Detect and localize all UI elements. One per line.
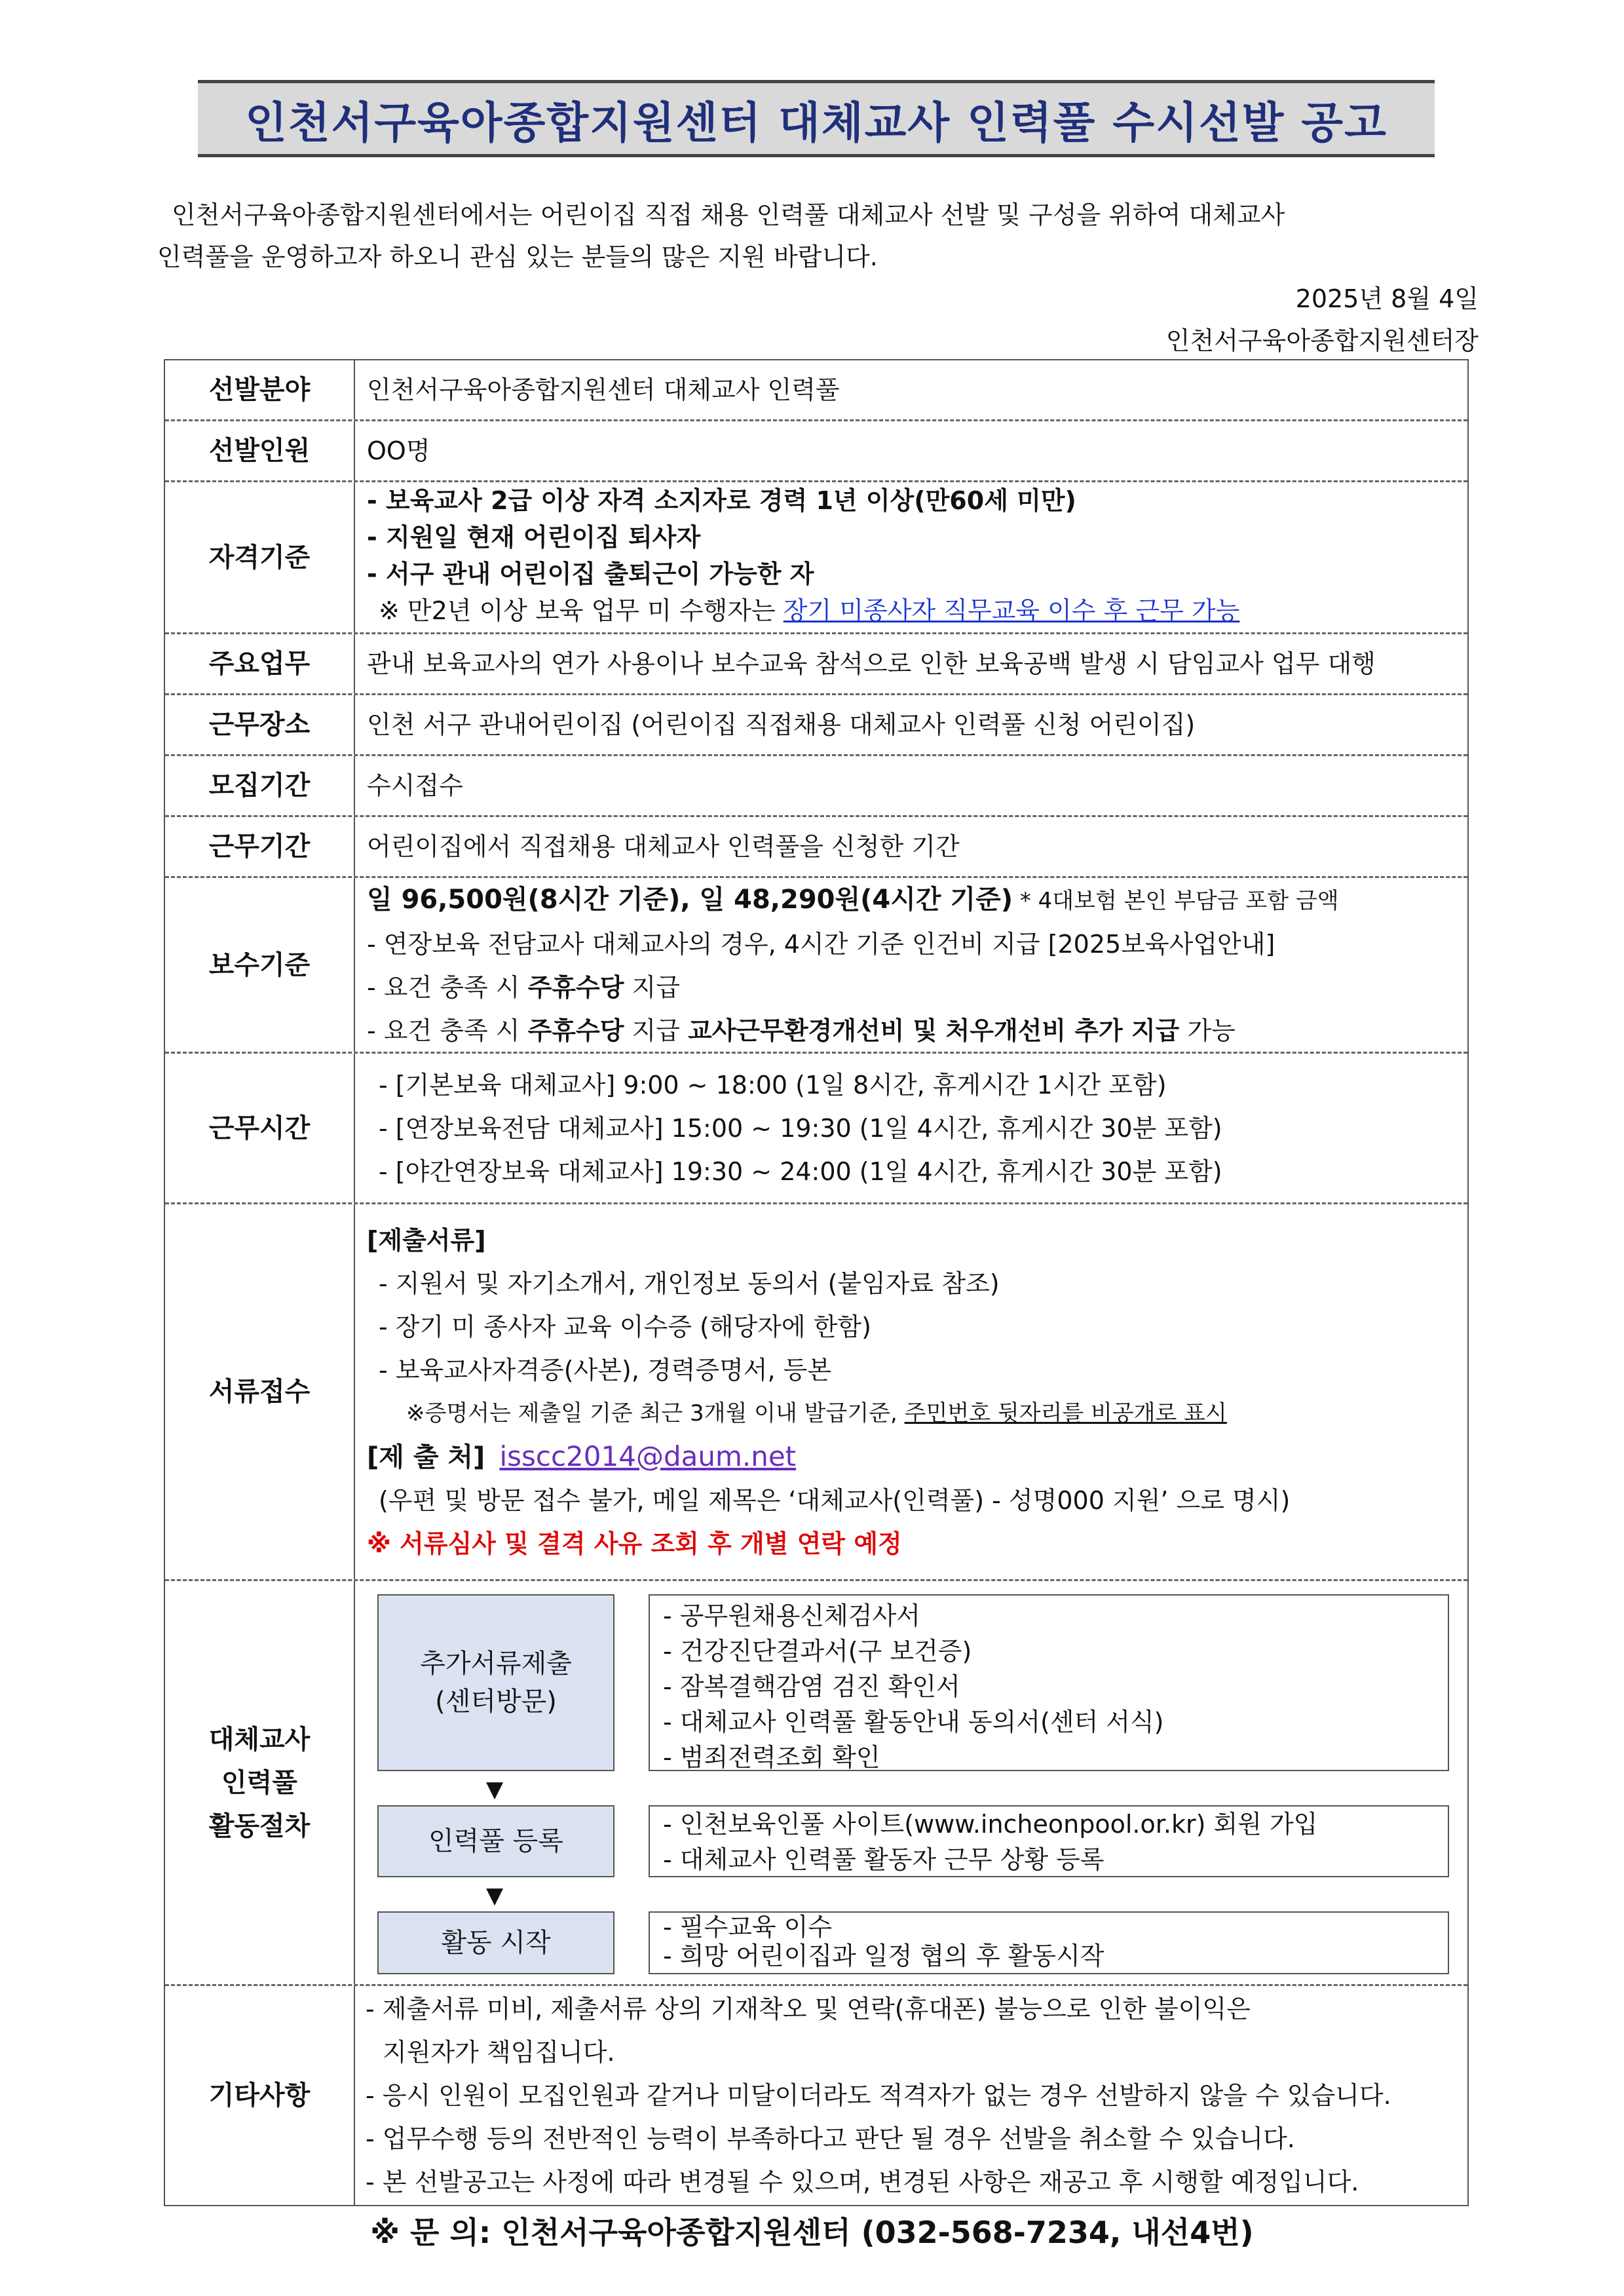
value-work-period: 어린이집에서 직접채용 대체교사 인력풀을 신청한 기간 [367, 832, 960, 861]
procedure-flow [355, 1581, 1467, 1984]
pay-line-3 [367, 966, 1456, 1009]
step-details-additional-docs [649, 1594, 1449, 1771]
label-recruit-period: 모집기간 [165, 756, 355, 815]
step-box-start [377, 1911, 614, 1974]
etc-item: - 제출서류 미비, 제출서류 상의 기재착오 및 연락(휴대폰) 불능으로 인한 불이익은 [366, 1995, 1251, 2023]
label-place: 근무장소 [165, 695, 355, 754]
label-documents: 서류접수 [165, 1204, 355, 1579]
step-detail: - 필수교육 이수 [663, 1913, 833, 1942]
step-detail: - 공무원채용신체검사서 [663, 1601, 920, 1630]
qualification-note [367, 592, 1456, 629]
value-field: 인천서구육아종합지원센터 대체교사 인력풀 [367, 375, 840, 404]
hours-item: - [기본보육 대체교사] 9:00 ~ 18:00 (1일 8시간, 휴게시간 1시간 포함) [379, 1070, 1167, 1100]
issuer: 인천서구육아종합지원센터장 [1165, 326, 1479, 355]
pay-line-4 [367, 1009, 1456, 1052]
row-work-period [165, 817, 1467, 878]
label-qualification: 자격기준 [165, 482, 355, 632]
intro-line-1: 인천서구육아종합지원센터에서는 어린이집 직접 채용 인력풀 대체교사 선발 및 구성을 위하여 대체교사 [172, 201, 1285, 229]
submit-label: [제 출 처] [367, 1442, 485, 1472]
label-etc: 기타사항 [165, 1986, 355, 2205]
documents-heading: [제출서류] [367, 1225, 486, 1255]
documents-item: - 장기 미 종사자 교육 이수증 (해당자에 한함) [379, 1312, 871, 1341]
documents-warning: ※ 서류심사 및 결격 사유 조회 후 개별 연락 예정 [367, 1529, 902, 1558]
qualification-item: - 지원일 현재 어린이집 퇴사자 [367, 523, 701, 552]
row-documents [165, 1204, 1467, 1581]
row-place [165, 695, 1467, 756]
step-detail: - 범죄전력조회 확인 [663, 1743, 880, 1772]
label-duty: 주요업무 [165, 634, 355, 693]
pay-line-2: - 연장보육 전담교사 대체교사의 경우, 4시간 기준 인건비 지급 [2025보육사업안내] [367, 929, 1275, 959]
documents-item: - 보육교사자격증(사본), 경력증명서, 등본 [379, 1355, 832, 1385]
label-procedure-line: 대체교사 [208, 1724, 311, 1755]
pay-line-4-a: - 요건 충족 시 [367, 1016, 528, 1045]
pay-line-4-b: 주휴수당 [527, 1016, 624, 1045]
qualification-note-highlight: 장기 미종사자 직무교육 이수 후 근무 가능 [783, 596, 1240, 625]
pay-line-3-c: 지급 [624, 972, 680, 1002]
row-qualification [165, 482, 1467, 634]
recruitment-table [164, 359, 1469, 2206]
intro-line-2: 인력풀을 운영하고자 하오니 관심 있는 분들의 많은 지원 바랍니다. [157, 242, 878, 271]
row-hours [165, 1054, 1467, 1204]
label-count: 선발인원 [165, 421, 355, 480]
documents-item: - 지원서 및 자기소개서, 개인정보 동의서 (붙임자료 참조) [379, 1269, 1000, 1298]
label-hours: 근무시간 [165, 1054, 355, 1202]
arrow-down-icon: ▼ [486, 1776, 504, 1803]
email-link[interactable]: isscc2014@daum.net [499, 1440, 797, 1472]
etc-item: - 업무수행 등의 전반적인 능력이 부족하다고 판단 될 경우 선발을 취소할 수 있습니다. [366, 2124, 1295, 2153]
label-field: 선발분야 [165, 360, 355, 419]
value-recruit-period: 수시접수 [367, 771, 463, 800]
step-details-registration [649, 1805, 1449, 1877]
page-title: 인천서구육아종합지원센터 대체교사 인력풀 수시선발 공고 [245, 97, 1388, 148]
qualification-note-prefix: ※ 만2년 이상 보육 업무 미 수행자는 [379, 596, 784, 625]
step-title: 인력풀 등록 [428, 1826, 563, 1856]
pay-main-note: * 4대보험 본인 부담금 포함 금액 [1013, 887, 1339, 914]
step-detail: - 잠복결핵감염 검진 확인서 [663, 1672, 960, 1701]
step-title: 활동 시작 [441, 1928, 551, 1958]
step-details-start [649, 1911, 1449, 1974]
row-duty [165, 634, 1467, 695]
pay-line-3-b: 주휴수당 [527, 972, 624, 1002]
pay-main-line [367, 878, 1456, 923]
value-duty: 관내 보육교사의 연가 사용이나 보수교육 참석으로 인한 보육공백 발생 시 담임교사 업무 대행 [367, 649, 1376, 678]
step-box-additional-docs [377, 1594, 614, 1771]
step-title: (센터방문) [435, 1687, 557, 1717]
step-box-registration [377, 1805, 614, 1877]
label-procedure-line: 활동절차 [208, 1810, 311, 1841]
label-work-period: 근무기간 [165, 817, 355, 876]
documents-note-underline: 주민번호 뒷자리를 비공개로 표시 [904, 1400, 1227, 1426]
title-banner [198, 80, 1435, 157]
qualification-item: - 보육교사 2급 이상 자격 소지자로 경력 1년 이상(만60세 미만) [367, 486, 1076, 515]
announcement-date: 2025년 8월 4일 [1295, 284, 1479, 313]
value-count: OO명 [367, 436, 430, 465]
submit-note: (우편 및 방문 접수 불가, 메일 제목은 ‘대체교사(인력풀) - 성명000 지원’ 으로 명시) [379, 1485, 1291, 1515]
pay-line-4-c: 지급 [624, 1016, 688, 1045]
step-detail: - 대체교사 인력풀 활동안내 동의서(센터 서식) [663, 1708, 1164, 1736]
arrow-down-icon: ▼ [486, 1883, 504, 1909]
row-etc [165, 1986, 1467, 2205]
pay-line-3-a: - 요건 충족 시 [367, 972, 528, 1002]
row-count [165, 421, 1467, 482]
hours-item: - [연장보육전담 대체교사] 15:00 ~ 19:30 (1일 4시간, 휴게시간 30분 포함) [379, 1113, 1222, 1143]
pay-main: 일 96,500원(8시간 기준), 일 48,290원(4시간 기준) [367, 884, 1013, 915]
step-detail: - 건강진단결과서(구 보건증) [663, 1637, 972, 1666]
etc-item: - 본 선발공고는 사정에 따라 변경될 수 있으며, 변경된 사항은 재공고 후 시행할 예정입니다. [366, 2168, 1359, 2196]
hours-item: - [야간연장보육 대체교사] 19:30 ~ 24:00 (1일 4시간, 휴게시간 30분 포함) [379, 1157, 1222, 1186]
row-field [165, 360, 1467, 421]
step-detail: - 대체교사 인력풀 활동자 근무 상황 등록 [663, 1845, 1105, 1874]
label-procedure-line: 인력풀 [221, 1767, 297, 1798]
step-detail: - 인천보육인풀 사이트(www.incheonpool.or.kr) 회원 가입 [663, 1810, 1318, 1839]
documents-note [367, 1392, 1456, 1435]
etc-item: - 응시 인원이 모집인원과 같거나 미달이더라도 적격자가 없는 경우 선발하지 않을 수 있습니다. [366, 2081, 1391, 2110]
label-pay: 보수기준 [165, 878, 355, 1052]
label-procedure [165, 1581, 355, 1984]
contact-footer: ※ 문 의: 인천서구육아종합지원센터 (032-568-7234, 내선4번) [370, 2215, 1254, 2250]
documents-note-prefix: ※증명서는 제출일 기준 최근 3개월 이내 발급기준, [406, 1400, 905, 1426]
step-detail: - 희망 어린이집과 일정 협의 후 활동시작 [663, 1942, 1105, 1970]
submit-line [367, 1435, 1456, 1479]
row-recruit-period [165, 756, 1467, 817]
pay-line-4-e: 가능 [1179, 1016, 1236, 1045]
pay-line-4-d: 교사근무환경개선비 및 처우개선비 추가 지급 [688, 1016, 1180, 1045]
etc-item: 지원자가 책임집니다. [383, 2038, 615, 2067]
value-place: 인천 서구 관내어린이집 (어린이집 직접채용 대체교사 인력풀 신청 어린이집) [367, 710, 1196, 739]
qualification-item: - 서구 관내 어린이집 출퇴근이 가능한 자 [367, 560, 814, 588]
row-pay [165, 878, 1467, 1054]
step-title: 추가서류제출 [420, 1649, 572, 1679]
row-procedure [165, 1581, 1467, 1986]
